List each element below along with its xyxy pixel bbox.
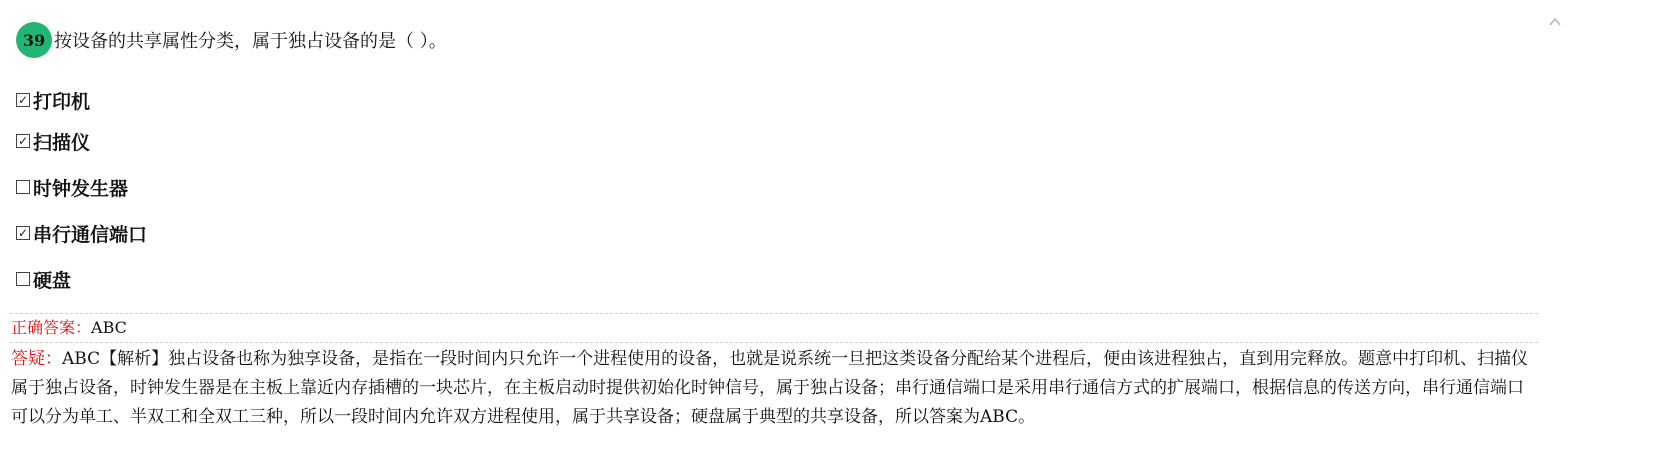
question-number-badge: 39 bbox=[16, 22, 52, 58]
option-b[interactable] bbox=[16, 118, 147, 164]
chevron-up-icon[interactable] bbox=[1547, 14, 1563, 30]
correct-answer bbox=[11, 317, 127, 339]
analysis bbox=[11, 345, 1533, 432]
option-d-label: 串行通信端口 bbox=[33, 223, 148, 246]
checkbox-d[interactable]: ✓ bbox=[17, 226, 29, 240]
analysis-label: 答疑： bbox=[11, 349, 62, 369]
option-e-label: 硬盘 bbox=[33, 269, 72, 292]
checkbox-a[interactable]: ✓ bbox=[17, 93, 29, 107]
option-a-label: 打印机 bbox=[33, 90, 91, 113]
option-a[interactable] bbox=[16, 82, 147, 118]
correct-answer-value: ABC bbox=[91, 318, 127, 337]
divider-bottom bbox=[10, 342, 1538, 343]
options-list bbox=[16, 82, 147, 302]
question-text: 按设备的共享属性分类，属于独占设备的是（ ）。 bbox=[54, 31, 447, 52]
correct-answer-label: 正确答案： bbox=[11, 318, 92, 337]
option-d[interactable] bbox=[16, 210, 147, 256]
checkbox-b[interactable]: ✓ bbox=[17, 134, 29, 148]
option-c[interactable] bbox=[16, 164, 147, 210]
option-b-label: 扫描仪 bbox=[33, 131, 91, 154]
divider-top bbox=[10, 313, 1538, 314]
question-header bbox=[16, 22, 447, 58]
checkbox-c[interactable] bbox=[16, 180, 30, 194]
analysis-text: ABC【解析】独占设备也称为独享设备，是指在一段时间内只允许一个进程使用的设备，也就是说系统一旦把这类设备分配给某个进程后，便由该进程独占，直到用完释放。题意中打印机、扫描仪属于独占设备，时钟发生器是在主板上靠近内存插槽的一块芯片，在主板启动时提供初始化时钟信号，属于独占设备；串行通信端口是采用串行通信方式的扩展端口，根据信息的传送方向，串行通信端口可以分为单工、半双工和全双工三种，所以一段时间内允许双方进程使用，属于共享设备；硬盘属于典型的共享设备，所以答案为ABC。 bbox=[11, 349, 1529, 427]
checkbox-e[interactable] bbox=[16, 272, 30, 286]
option-e[interactable] bbox=[16, 256, 147, 302]
option-c-label: 时钟发生器 bbox=[33, 177, 129, 200]
